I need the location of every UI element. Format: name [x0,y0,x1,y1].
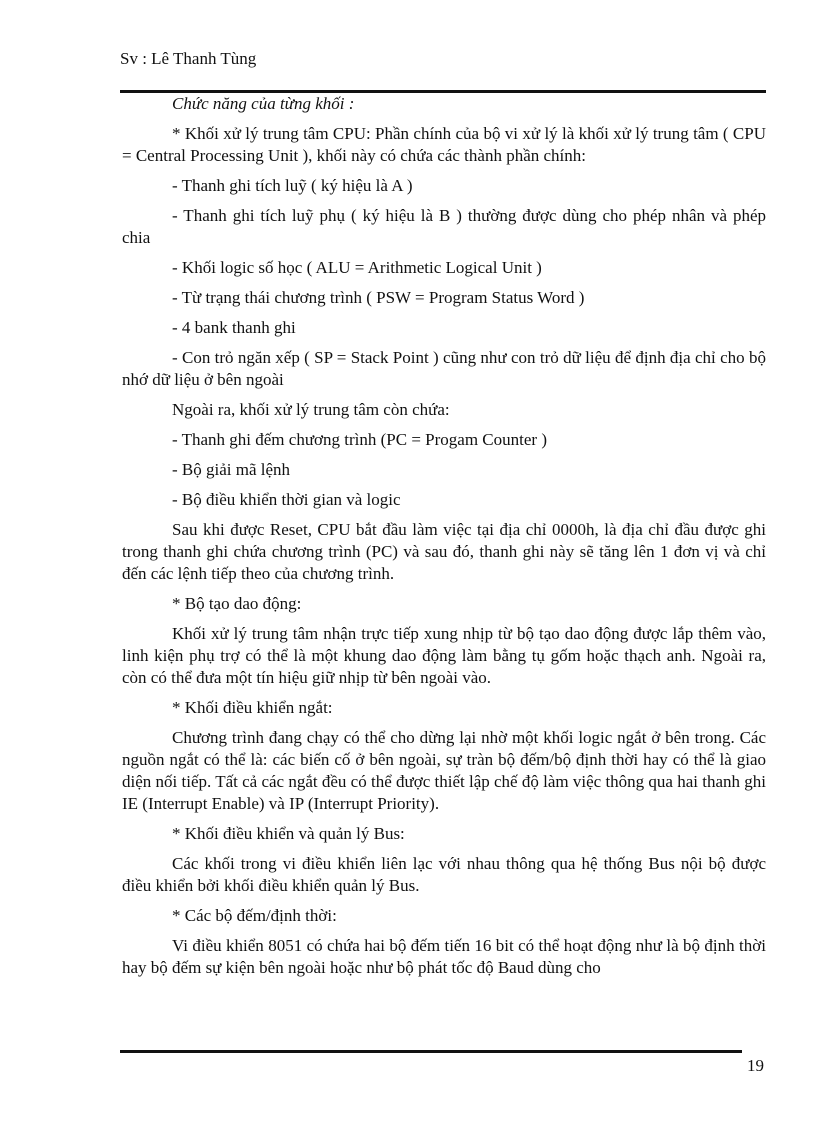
paragraph: Chương trình đang chạy có thể cho dừng lại nhờ một khối logic ngắt ở bên trong. Các nguồn ngắt có thể là: các biến cố ở bên ngoài, sự tràn bộ đếm/bộ định thời hay có thể là giao diện nối tiếp. Tất cả các ngắt đều có thể được thiết lập chế độ làm việc thông qua hai thanh ghi IE (Interrupt Enable) và IP (Interrupt Priority). [122,728,766,813]
paragraph: - Thanh ghi đếm chương trình (PC = Progam Counter ) [172,430,547,449]
paragraph: - Thanh ghi tích luỹ ( ký hiệu là A ) [172,176,413,195]
section-heading: Chức năng của từng khối : [172,94,355,113]
page-header-author: Sv : Lê Thanh Tùng [120,49,257,68]
paragraph: * Khối điều khiển ngắt: [172,698,333,717]
paragraph: - Khối logic số học ( ALU = Arithmetic Logical Unit ) [172,258,542,277]
paragraph: Vi điều khiển 8051 có chứa hai bộ đếm tiến 16 bit có thể hoạt động như là bộ định thời hay bộ đếm sự kiện bên ngoài hoặc như bộ phát tốc độ Baud dùng cho [122,936,766,977]
paragraph: Khối xử lý trung tâm nhận trực tiếp xung nhịp từ bộ tạo dao động được lắp thêm vào, linh kiện phụ trợ có thể là một khung dao động làm bằng tụ gốm hoặc thạch anh. Ngoài ra, còn có thể đưa một tín hiệu giữ nhịp từ bên ngoài vào. [122,624,766,687]
paragraph: - Thanh ghi tích luỹ phụ ( ký hiệu là B ) thường được dùng cho phép nhân và phép chia [122,206,766,247]
paragraph: - Từ trạng thái chương trình ( PSW = Program Status Word ) [172,288,585,307]
page-number: 19 [747,1056,764,1075]
paragraph: * Khối điều khiển và quản lý Bus: [172,824,405,843]
paragraph: * Khối xử lý trung tâm CPU: Phần chính của bộ vi xử lý là khối xử lý trung tâm ( CPU = Central Processing Unit ), khối này có chứa các thành phần chính: [122,124,766,165]
paragraph: * Bộ tạo dao động: [172,594,302,613]
paragraph: Các khối trong vi điều khiển liên lạc với nhau thông qua hệ thống Bus nội bộ được điều khiển bởi khối điều khiển quản lý Bus. [122,854,766,895]
page-content [122,93,766,987]
paragraph: - Bộ điều khiển thời gian và logic [172,490,401,509]
paragraph: Ngoài ra, khối xử lý trung tâm còn chứa: [172,400,450,419]
paragraph: * Các bộ đếm/định thời: [172,906,337,925]
footer-rule [120,1050,742,1053]
paragraph: - Bộ giải mã lệnh [172,460,291,479]
paragraph: Sau khi được Reset, CPU bắt đầu làm việc tại địa chỉ 0000h, là địa chỉ đầu được ghi trong thanh ghi chứa chương trình (PC) và sau đó, thanh ghi này sẽ tăng lên 1 đơn vị và chỉ đến các lệnh tiếp theo của chương trình. [122,520,766,583]
paragraph: - Con trỏ ngăn xếp ( SP = Stack Point ) cũng như con trỏ dữ liệu để định địa chỉ cho bộ nhớ dữ liệu ở bên ngoài [122,348,766,389]
paragraph: - 4 bank thanh ghi [172,318,296,337]
